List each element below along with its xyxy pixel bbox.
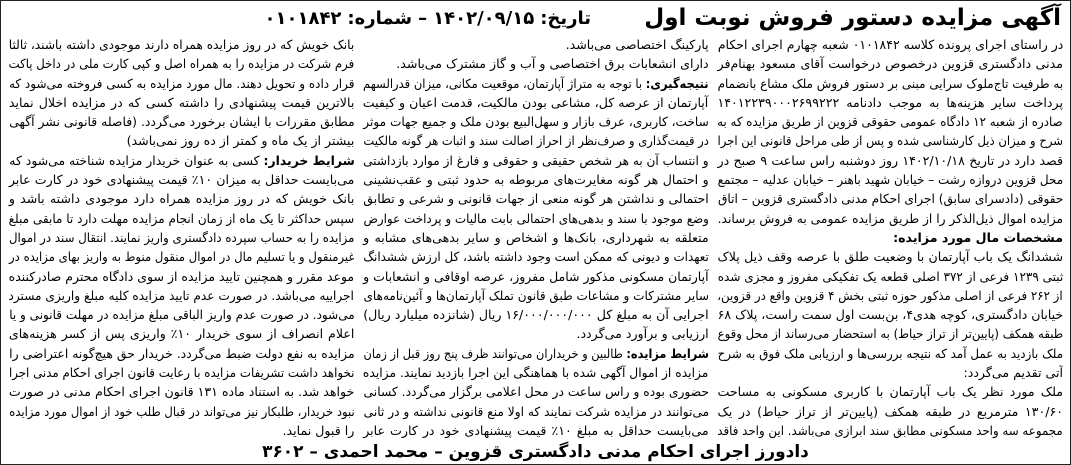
text-line [362,267,708,286]
line-text: غیرمنقول و یا تسلیم مال در اموال منقول منوط به واریز بهای مزایده در [8,249,355,265]
line-text: ششدانگ یک باب آپارتمان با وضعیت طلق با عرصه وقف ذیل پلاک [717,249,1063,265]
text-line [8,228,354,247]
text-line [8,324,354,343]
section-label: نتیجه‌گیری: [645,75,709,91]
line-text: طالبین و خریداران می‌توانند ظرف پنج روز قبل از زمان [363,345,623,361]
text-line [362,170,708,189]
line-text: بانک خویش که در روز مزایده همراه دارند موجودی داشته باشند، ثالثا [8,37,355,52]
line-text: حقوقی (دادسرای سابق) اجرای احکام مدنی دادگستری قزوین – اتاق [717,191,1063,207]
line-text: را قبول نماید. [282,422,355,438]
line-text: در قیمت‌گذاری و صرف‌نظر از احراز اصالت سند و اثبات هر گونه مالکیت [363,133,709,149]
text-line [717,421,1063,440]
line-text: پرداخت سایر هزینه‌ها به موجب دادنامه ۱۴۰۱۲۲۳۹۰۰۰۲۶۹۹۲۲۲ [717,94,1063,110]
text-line [8,305,354,324]
text-line [362,151,708,170]
line-text: خواهد شد. به استناد ماده ۱۳۱ قانون اجرای احکام مدنی در صورت [8,384,355,400]
line-text: ملک مورد نظر یک باب آپارتمان با کاربری مسکونی به مساحت [717,384,1063,400]
line-text: ثبتی ۱۲۳۹ فرعی از ۳۷۲ اصلی قطعه یک تفکیکی مفروز و مجزی شده [717,268,1063,284]
line-text: می‌توانند در مزایده شرکت نمایند که اولا منع قانونی نداشته و در ثانی [363,403,709,419]
line-text: مزایده را به حساب سپرده دادگستری واریز نمایند. انتقال سند در اموال [8,229,355,245]
text-line [717,131,1063,150]
notice-title: آگهی مزایده دستور فروش نوبت اول [644,5,1061,31]
line-text: کسی به عنوان خریدار مزایده شناخته می‌شود که [8,152,260,168]
text-line [362,344,708,363]
line-text: در راستای اجرای پرونده کلاسه ۰۱۰۱۸۴۲ شعبه چهارم اجرای احکام [717,37,1063,52]
text-line [362,93,708,112]
text-line [8,74,354,93]
line-text: ملک بازدید به عمل آمد که نتیجه بررسی‌ها و ارزیابی ملک فوق به شرح [717,345,1063,361]
text-line [362,228,708,247]
line-text: مطابق مقررات با ایشان برخورد می‌گردد. (فاصله قانونی نشر آگهی [8,114,355,130]
text-line [8,93,354,112]
text-line [717,382,1063,401]
text-line [362,421,708,440]
line-text: آتی تقدیم می‌گردد: [963,365,1063,381]
line-text: می‌بایست حداقل به مبلغ ۱۰٪ قیمت پیشنهادی خود در کارت عابر [363,422,709,438]
notice-date-label: تاریخ: [540,8,591,29]
line-text: بالاترین قیمت پیشنهادی را داشته کسی که در مزایده اخلال نماید [8,94,355,110]
line-text: دارای انشعابات برق اختصاصی و آب و گاز مشترک می‌باشد. [396,56,709,72]
notice-number: ۰۱۰۱۸۴۲ [264,8,342,29]
text-line [8,247,354,266]
text-column-left [8,35,354,441]
text-line [717,344,1063,363]
text-line [717,35,1063,54]
notice-meta [262,5,594,33]
text-line [362,189,708,208]
text-line [8,286,354,305]
line-text: متعلقه به شهرداری، بانک‌ها و اشخاص و سایر بدهی‌های مشابه و [363,229,709,245]
line-text: و انتساب آن به هر شخص حقیقی و حقوقی و فارغ از موارد بازداشتی [363,152,709,168]
line-text: وضع موجود با سند و بدهی‌های احتمالی بابت مالیات و پرداخت عوارض [363,210,709,226]
line-text: می‌بایست حداقل به میزان ۱۰٪ قیمت پیشنهادی خود در کارت عابر [8,172,355,188]
text-line [362,74,708,93]
text-line [362,286,708,305]
text-line [717,363,1063,382]
text-line [8,402,354,421]
line-text: قرار داده و تحویل دهند. مال مورد مزایده به کسی فروخته می‌شود که [8,75,355,91]
text-line [717,54,1063,73]
line-text: آپارتمان از عرصه کل، مشاعی بودن مالکیت، قدمت اعیان و کیفیت [363,94,709,110]
text-line [362,54,708,73]
paragraph [717,382,1063,440]
line-text: می‌شود. در صورت عدم واریز الباقی مبلغ مزایده در مهلت قانونی و یا [8,307,355,323]
notice-date: ۱۴۰۲/۰۹/۱۵ [433,8,535,29]
text-line [8,112,354,131]
text-line [717,189,1063,208]
line-text: پارکینگ اختصاصی می‌باشد. [565,37,709,52]
text-column-middle [362,35,708,441]
text-line [717,151,1063,170]
text-line [8,382,354,401]
paragraph [362,74,708,344]
notice-number-label: شماره: [347,8,413,29]
paragraph [717,228,1063,247]
line-text: حضوری بوده و راس ساعت در محل اعلامی برگزار می‌گردد. کسانی [363,384,709,400]
line-text: شرح و میزان ذیل کارشناسی شده و پس از طی مراحل قانونی این اجرا [717,133,1063,149]
line-text: نخواهد داشت تشریفات مزایده با رعایت قانون اجرای احکام مدنی اجرا [8,365,355,381]
line-text: ارزیابی و برآورد می‌گردد. [576,326,709,342]
paragraph [717,35,1063,228]
text-line [8,363,354,382]
text-line [8,131,354,150]
text-line [717,228,1063,247]
line-text: با توجه به متراژ آپارتمان، موقعیت مکانی، میزان قدرالسهم [363,75,643,91]
line-text: موعد مقرر و همچنین تایید مزایده از سوی دادگاه محترم صادرکننده [8,268,355,284]
section-label: شرایط خریدار: [263,152,355,168]
section-label: مشخصات مال مورد مزایده: [893,229,1063,245]
section-label: شرایط مزایده: [626,345,709,361]
text-line [717,93,1063,112]
line-text: آپارتمان مسکونی مذکور شامل مفروز، عرصه اوقافی و انشعابات و [363,268,709,284]
text-line [717,267,1063,286]
text-line [717,74,1063,93]
text-line [362,402,708,421]
text-column-right [717,35,1063,441]
line-text: مجموعه سه واحد مسکونی مطابق سند ابرازی می‌باشد. این واحد فاقد [717,422,1063,438]
text-line [8,170,354,189]
line-text: طبقه همکف (پایین‌تر از تراز حیاط) به استحضار می‌رساند از محل وقوع [717,326,1063,342]
paragraph [717,247,1063,382]
line-text: تعهدات و دیونی که ممکن است وجود داشته باشد، کل ارزش ششدانگ [363,249,709,265]
text-line [362,305,708,324]
line-text: احتمالی و نداشتن هر گونه منعی از جهات قانونی و شرعی و تطابق [363,191,709,207]
text-line [8,267,354,286]
text-line [717,170,1063,189]
text-line [362,112,708,131]
text-line [362,382,708,401]
notice-body [8,35,1063,441]
text-line [8,344,354,363]
text-line [717,324,1063,343]
meta-separator: – [418,8,428,29]
text-line [362,324,708,343]
signature-line: دادورز اجرای احکام مدنی دادگستری قزوین – محمد احمدی – ۳۶۰۲ [262,442,809,462]
line-text: فرم شرکت در مزایده را به همراه اصل و کپی کارت ملی در داخل پاکت [8,56,355,72]
line-text: خیابان دادگستری، کوچه هدی۴، بن‌بست اول سمت راست، پلاک ۶۸ [717,307,1063,323]
text-line [717,112,1063,131]
text-line [362,131,708,150]
paragraph [362,344,708,440]
text-line [362,247,708,266]
line-text: ساخت، کاربری، عرف بازار و سهل‌البیع بودن ملک و جمیع جهات موثر [363,114,709,130]
line-text: اجراییه می‌باشد. در صورت عدم تایید مزایده کلیه مبلغ واریزی مسترد [8,287,355,303]
line-text: از ۲۶۲ فرعی از اصلی مذکور حوزه ثبتی بخش ۴ قزوین واقع در قزوین، [717,287,1063,303]
line-text: سایر مشترکات و مشاعات طبق قانون تملک آپارتمان‌ها و آئین‌نامه‌های [363,287,709,303]
line-text: مزایده از اموال آگهی شده با هماهنگی این اجرا بازدید نمایند. مزایده [363,365,709,381]
text-line [8,189,354,208]
line-text: صادره از شعبه ۱۲ دادگاه عمومی حقوقی قزوین از طریق مزایده که به [717,114,1063,130]
paragraph [8,151,354,440]
paragraph [362,54,708,73]
text-line [8,421,354,440]
text-line [362,209,708,228]
paragraph [8,35,354,151]
line-text: نبود خریدار، طلبکار نیز می‌تواند در قبال طلب خود از اموال مورد مزایده [8,403,355,419]
line-text: سپس حداکثر تا یک ماه از زمان انجام مزایده مهلت دارد تا مابقی مبلغ [8,210,355,226]
text-line [717,209,1063,228]
line-text: اعلام انصراف از سوی خریدار ۱۰٪ واریزی پس از کسر هزینه‌های [8,326,355,342]
line-text: ۱۳۰/۶۰ مترمربع در طبقه همکف (پایین‌تر از تراز حیاط) در یک [717,403,1063,419]
text-line [362,35,708,54]
line-text: مزایده به نفع دولت ضبط می‌گردد. خریدار حق هیچ‌گونه اعتراضی را [8,345,355,361]
text-line [717,286,1063,305]
text-line [8,151,354,170]
line-text: و احتمال هر گونه مغایرت‌های مربوطه به حدود ثبتی و عقب‌نشینی [363,172,709,188]
text-line [8,35,354,54]
line-text: مدنی دادگستری قزوین درخصوص درخواست آقای مسعود بهنام‌فر [717,56,1063,72]
text-line [717,247,1063,266]
line-text: به طرفیت تاج‌ملوک سرایی مبنی بر دستور فروش ملک مشاع بانضمام [717,75,1063,91]
text-line [717,402,1063,421]
line-text: مزایده اموال ذیل‌الذکر را از طریق مزایده عمومی به فروش برساند. [717,210,1063,226]
text-line [8,54,354,73]
line-text: محل قزوین دروازه رشت – خیابان شهید باهنر – خیابان عدلیه – مجتمع [717,172,1063,188]
paragraph [362,35,708,54]
line-text: اجرایی آن به مبلغ کل ۱۶/۰۰۰/۰۰۰/۰۰۰ ریال (شانزده میلیارد ریال) [363,307,709,323]
text-line [717,305,1063,324]
line-text: قصد دارد در تاریخ ۱۴۰۲/۱۰/۱۸ روز دوشنبه راس ساعت ۹ صبح در [717,152,1063,168]
line-text: بیشتر از یک ماه و کمتر از ده روز نمی‌باشد) [126,133,355,149]
text-line [362,363,708,382]
text-line [8,209,354,228]
line-text: بانک خویش که در روز مزایده همراه دارد موجودی داشته باشد و [8,191,355,207]
